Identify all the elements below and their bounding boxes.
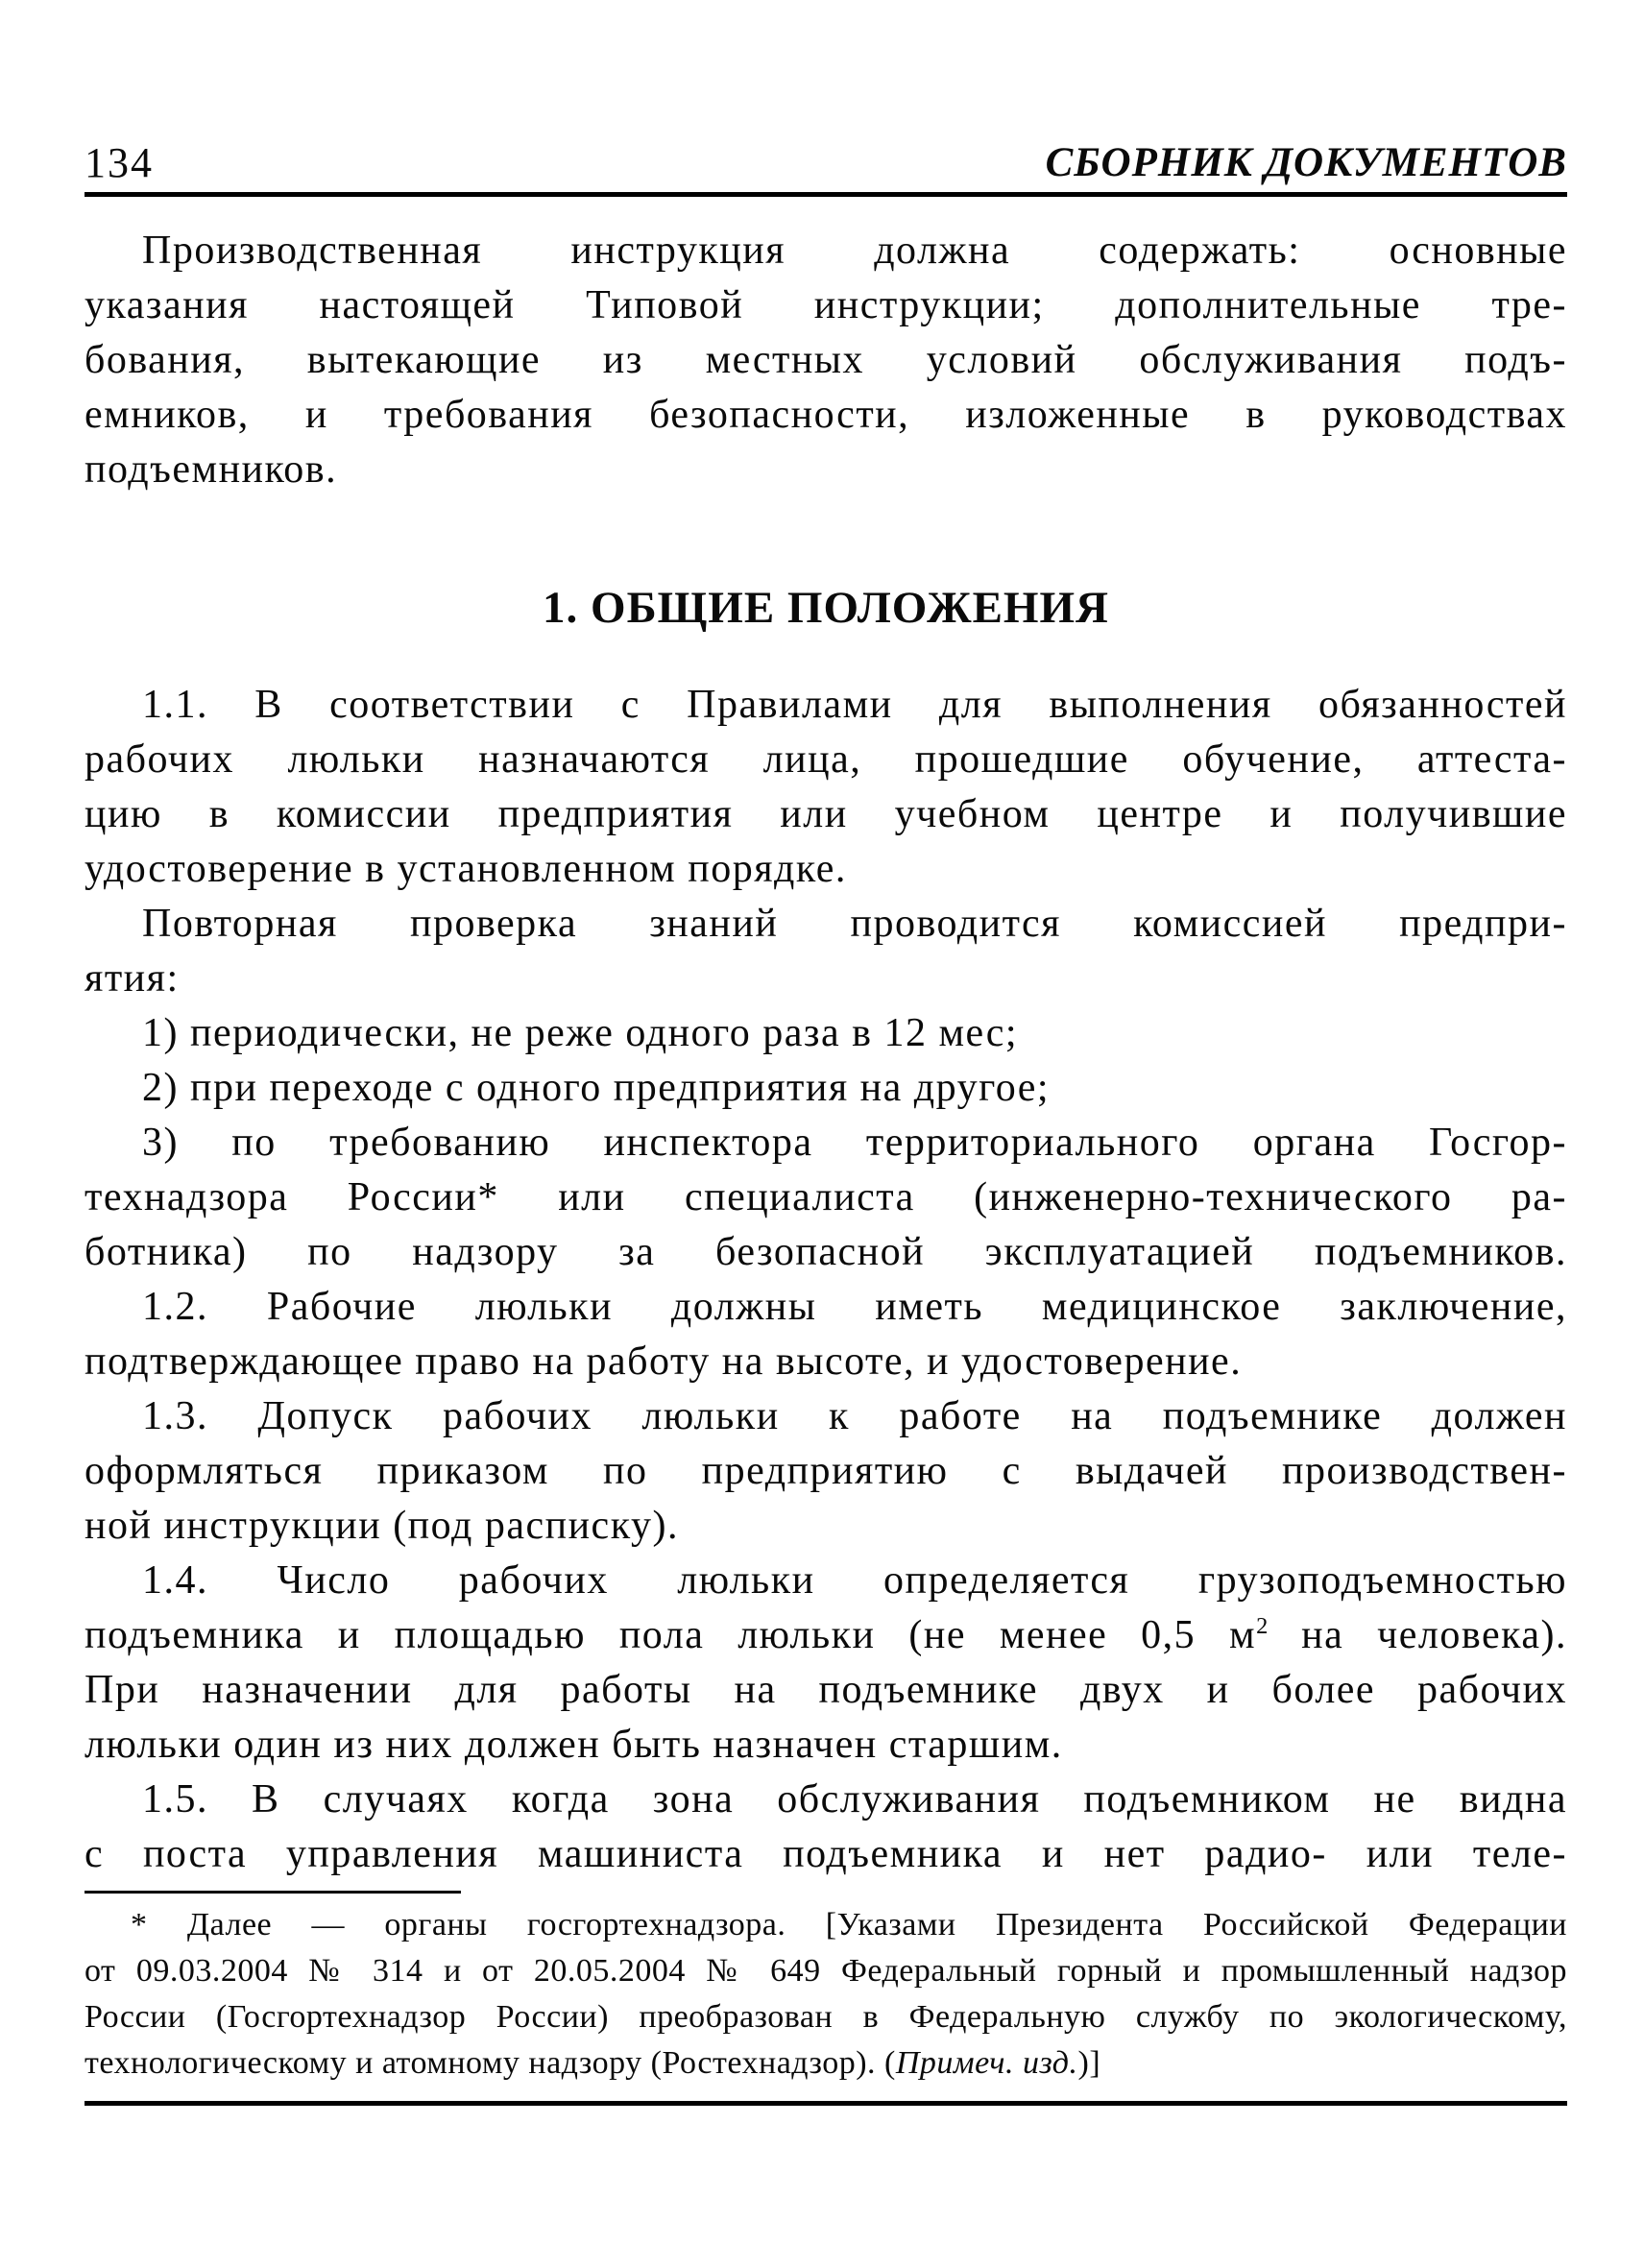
text-line: 3) по требованию инспектора территориального органа Госгор- <box>142 1121 1567 1165</box>
text-line: При назначении для работы на подъемнике двух и более рабочих <box>85 1668 1567 1712</box>
footnote <box>85 1902 1567 2087</box>
text-line: ботника) по надзору за безопасной эксплуатацией подъемников. <box>85 1230 1567 1274</box>
list-item-2 <box>85 1061 1567 1116</box>
text-line: 1.4. Число рабочих люльки определяется грузоподъемностью <box>142 1558 1567 1603</box>
paragraph-1-4 <box>85 1554 1567 1773</box>
text-line: оформляться приказом по предприятию с выдачей производствен- <box>85 1449 1567 1493</box>
paragraph-1-3 <box>85 1389 1567 1554</box>
paragraph-1-1 <box>85 678 1567 897</box>
text-line: подтверждающее право на работу на высоте, и удостоверение. <box>85 1339 1243 1384</box>
text-segment: на человека). <box>1268 1613 1568 1657</box>
text-line: 1.2. Рабочие люльки должны иметь медицинское заключение, <box>142 1285 1567 1329</box>
text-line: Производственная инструкция должна содержать: основные <box>142 229 1567 273</box>
text-line: ной инструкции (под расписку). <box>85 1504 679 1548</box>
text-line: ятия: <box>85 956 180 1001</box>
paragraph-recheck <box>85 897 1567 1006</box>
text-line: Повторная проверка знаний проводится комиссией предпри- <box>142 902 1567 946</box>
text-line: * Далее — органы госгортехнадзора. [Указами Президента Российской Федерации <box>131 1907 1567 1942</box>
running-header <box>85 0 1567 186</box>
text-line: 1.1. В соответствии с Правилами для выполнения обязанностей <box>142 683 1567 727</box>
text-line: люльки один из них должен быть назначен старшим. <box>85 1723 1063 1767</box>
text-line <box>85 1608 1567 1663</box>
running-head-title: СБОРНИК ДОКУМЕНТОВ <box>1045 140 1567 185</box>
text-line: емников, и требования безопасности, изложенные в руководствах <box>85 393 1567 437</box>
text-line: 1.5. В случаях когда зона обслуживания подъемником не видна <box>142 1777 1567 1822</box>
text-segment: технологическому и атомному надзору (Ростехнадзор). ( <box>85 2045 896 2081</box>
text-line: подъемников. <box>85 447 338 492</box>
text-line: от 09.03.2004 № 314 и от 20.05.2004 № 649 Федеральный горный и промышленный надзор <box>85 1953 1567 1989</box>
text-line: технадзора России* или специалиста (инженерно-технического ра- <box>85 1175 1567 1219</box>
text-line: России (Госгортехнадзор России) преобразован в Федеральную службу по экологическому, <box>85 1999 1567 2035</box>
text-line: 2) при переходе с одного предприятия на другое; <box>142 1066 1051 1110</box>
paragraph-1-5 <box>85 1773 1567 1882</box>
text-line: 1) периодически, не реже одного раза в 12 мес; <box>142 1011 1019 1055</box>
paragraph-1-2 <box>85 1280 1567 1389</box>
text-line <box>85 2040 1567 2087</box>
text-line: 1.3. Допуск рабочих люльки к работе на подъемнике должен <box>142 1394 1567 1438</box>
footnote-separator <box>85 1891 461 1894</box>
text-line: с поста управления машиниста подъемника и нет радио- или теле- <box>85 1832 1567 1876</box>
bottom-rule <box>85 2101 1567 2106</box>
header-rule <box>85 192 1567 197</box>
superscript-2: 2 <box>1256 1613 1269 1639</box>
text-line: указания настоящей Типовой инструкции; дополнительные тре- <box>85 283 1567 327</box>
page-body <box>85 224 1567 1882</box>
text-segment: подъемника и площадью пола люльки (не менее 0,5 м <box>85 1613 1257 1657</box>
text-line: удостоверение в установленном порядке. <box>85 847 847 891</box>
text-segment: )] <box>1077 2045 1101 2081</box>
intro-paragraph <box>85 224 1567 497</box>
text-line: бования, вытекающие из местных условий обслуживания подъ- <box>85 338 1567 382</box>
editor-note: Примеч. изд. <box>895 2045 1078 2081</box>
list-item-1 <box>85 1006 1567 1061</box>
list-item-3 <box>85 1116 1567 1280</box>
text-line: рабочих люльки назначаются лица, прошедшие обучение, аттеста- <box>85 737 1567 782</box>
page-number: 134 <box>85 139 154 186</box>
section-heading: 1. ОБЩИЕ ПОЛОЖЕНИЯ <box>543 583 1109 633</box>
text-line: цию в комиссии предприятия или учебном центре и получившие <box>85 792 1567 836</box>
